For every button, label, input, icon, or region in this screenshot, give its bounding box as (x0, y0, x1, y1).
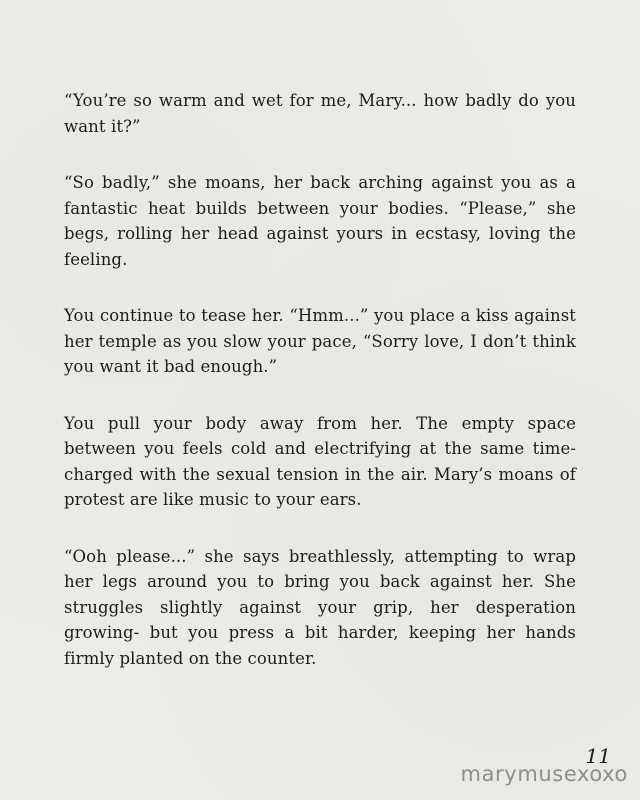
paragraph: “You’re so warm and wet for me, Mary... how badly do you want it?” (64, 91, 576, 136)
story-text (64, 88, 576, 702)
paragraph: “Ooh please...” she says breathlessly, attempting to wrap her legs around you to bring you back against her. She struggles slightly against your grip, her desperation growing- but you press a bit harder, keeping her hands firmly planted on the counter. (64, 546, 576, 668)
author-watermark: marymusexoxo (460, 762, 628, 786)
paragraph: You pull your body away from her. The empty space between you feels cold and electrifying at the same time- charged with the sexual tension in the air. Mary’s moans of protest are like music to your ears. (64, 413, 576, 509)
page-number: 11 (585, 744, 611, 768)
paragraph: “So badly,” she moans, her back arching against you as a fantastic heat builds between your bodies. “Please,” she begs, rolling her head against yours in ecstasy, loving the feeling. (64, 173, 576, 269)
paragraph: You continue to tease her. “Hmm...” you place a kiss against her temple as you slow your pace, “Sorry love, I don’t think you want it bad enough.” (64, 306, 576, 376)
